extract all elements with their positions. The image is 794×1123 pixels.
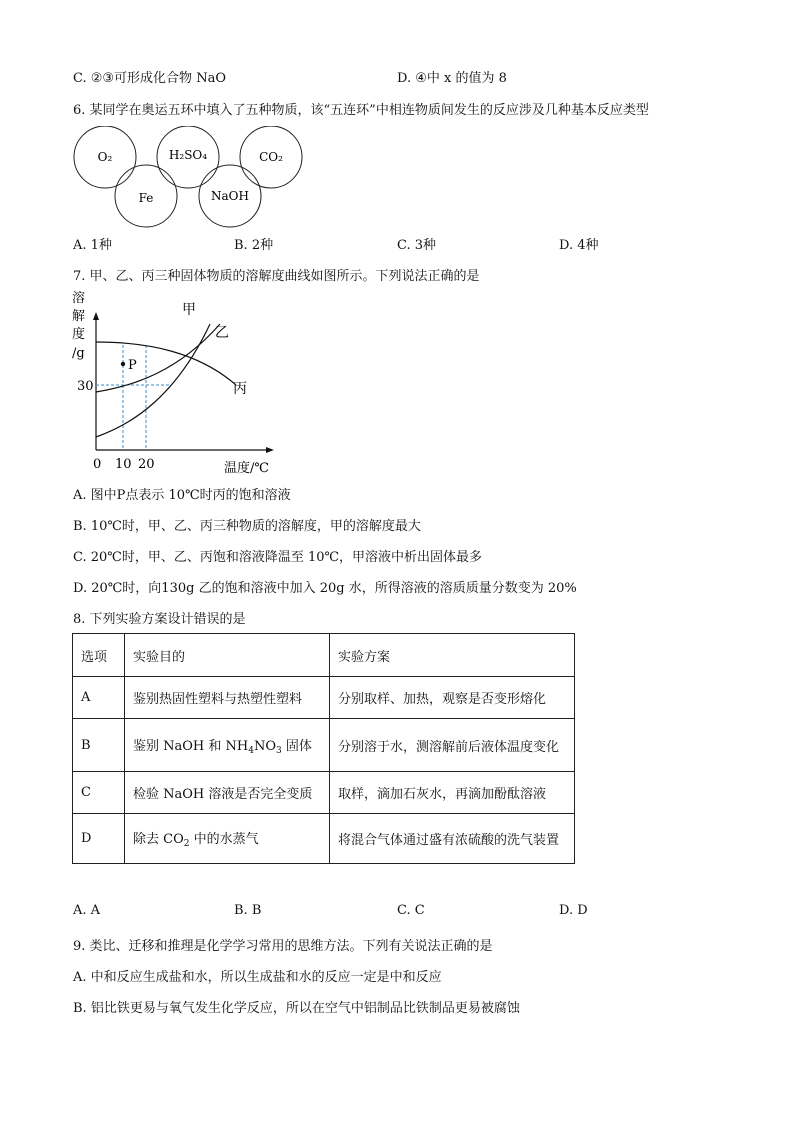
x-axis-label: 温度/℃ (224, 461, 269, 476)
ring-o2-label: O₂ (97, 150, 113, 164)
row-d-option: D (73, 814, 125, 864)
x-tick-20: 20 (138, 457, 155, 472)
row-b-purpose: 鉴别 NaOH 和 $NH_4NO_3$ 固体 (125, 719, 330, 772)
q9-stem: 9. 类比、迁移和推理是化学学习常用的思维方法。下列有关说法正确的是 (73, 939, 493, 954)
header-option: 选项 (73, 634, 125, 677)
point-p (121, 362, 125, 366)
table-row (73, 719, 575, 772)
x-tick-0: 0 (93, 457, 102, 472)
row-d-purpose: 除去 $CO_2$ 中的水蒸气 (125, 814, 330, 864)
q6-stem: 6. 某同学在奥运五环中填入了五种物质，该“五连环”中相连物质间发生的反应涉及几种基本反应类型 (73, 103, 649, 118)
q9-option-a: A. 中和反应生成盐和水，所以生成盐和水的反应一定是中和反应 (73, 970, 442, 985)
row-a-purpose: 鉴别热固性塑料与热塑性塑料 (125, 677, 330, 719)
row-b-plan: 分别溶于水，测溶解前后液体温度变化 (330, 719, 575, 772)
ring-co2-label: CO₂ (259, 150, 283, 164)
ring-naoh-label: NaOH (211, 189, 249, 203)
curve-bing (96, 342, 236, 385)
q8-option-d: D. D (559, 903, 588, 918)
row-a-plan: 分别取样、加热，观察是否变形熔化 (330, 677, 575, 719)
x-tick-10: 10 (115, 457, 132, 472)
q6-option-c: C. 3种 (397, 238, 437, 253)
series-bing-label: 丙 (233, 381, 247, 397)
q8-option-a: A. A (73, 903, 101, 918)
curve-jia (96, 324, 210, 437)
table-row (73, 677, 575, 719)
row-c-purpose: 检验 NaOH 溶液是否完全变质 (125, 772, 330, 814)
table-header-row (73, 634, 575, 677)
solubility-curve-graph (68, 288, 288, 478)
y-label-3: 度 (72, 327, 86, 342)
experiment-plan-table (72, 633, 575, 864)
ring-fe-label: Fe (138, 191, 154, 205)
y-label-1: 溶 (72, 291, 86, 306)
row-b-option: B (73, 719, 125, 772)
q9-option-b: B. 铝比铁更易与氧气发生化学反应，所以在空气中铝制品比铁制品更易被腐蚀 (73, 1001, 520, 1016)
q5-option-c: C. ②③可形成化合物 NaO (73, 71, 226, 86)
y-label-4: /g (72, 346, 85, 361)
row-d-plan: 将混合气体通过盛有浓硫酸的洗气装置 (330, 814, 575, 864)
q8-stem: 8. 下列实验方案设计错误的是 (73, 612, 246, 627)
y-tick-30: 30 (77, 379, 94, 394)
q6-option-b: B. 2种 (234, 238, 274, 253)
q5-option-d: D. ④中 x 的值为 8 (397, 71, 507, 86)
curve-yi (96, 324, 220, 392)
table-row (73, 814, 575, 864)
olympic-rings-diagram (70, 126, 310, 230)
q7-stem: 7. 甲、乙、丙三种固体物质的溶解度曲线如图所示。下列说法正确的是 (73, 269, 480, 284)
q7-option-c: C. 20℃时，甲、乙、丙饱和溶液降温至 10℃，甲溶液中析出固体最多 (73, 550, 483, 565)
row-a-option: A (73, 677, 125, 719)
y-label-2: 解 (72, 309, 86, 324)
row-c-plan: 取样，滴加石灰水，再滴加酚酞溶液 (330, 772, 575, 814)
series-jia-label: 甲 (182, 302, 196, 318)
row-c-option: C (73, 772, 125, 814)
point-p-label: P (128, 358, 137, 373)
header-purpose: 实验目的 (125, 634, 330, 677)
q7-option-a: A. 图中P点表示 10℃时丙的饱和溶液 (73, 488, 291, 503)
ring-h2so4-label: H₂SO₄ (168, 148, 208, 162)
q8-option-c: C. C (397, 903, 425, 918)
series-yi-label: 乙 (215, 325, 229, 341)
q7-option-d: D. 20℃时，向130g 乙的饱和溶液中加入 20g 水，所得溶液的溶质质量分数变为 20% (73, 581, 577, 596)
q7-option-b: B. 10℃时，甲、乙、丙三种物质的溶解度，甲的溶解度最大 (73, 519, 421, 534)
q6-option-d: D. 4种 (559, 238, 599, 253)
q8-option-b: B. B (234, 903, 262, 918)
q6-option-a: A. 1种 (73, 238, 112, 253)
table-row (73, 772, 575, 814)
header-plan: 实验方案 (330, 634, 575, 677)
